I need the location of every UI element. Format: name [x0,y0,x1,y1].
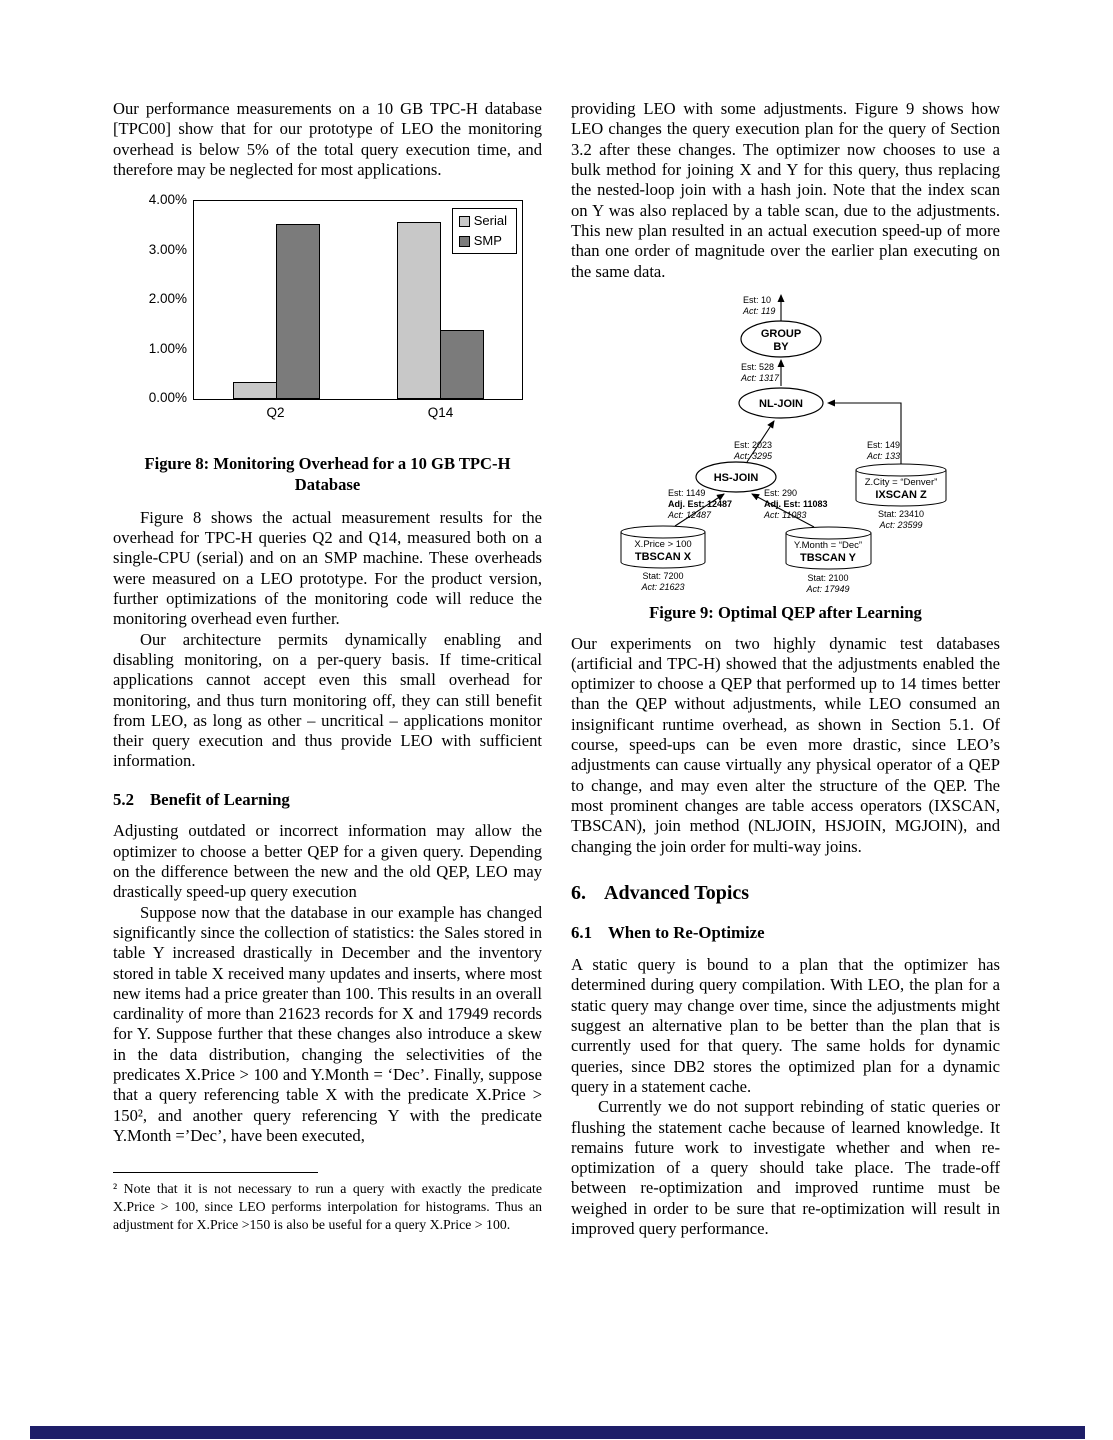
heading-title: Advanced Topics [604,881,750,904]
hsjoin-label: HS-JOIN [713,471,759,484]
act-label: Act: 17949 [806,583,850,594]
paragraph: Our performance measurements on a 10 GB TPC-H database [TPC00] show that for our prototype of LEO the monitoring overhead is below 5% of the total query execution time, and therefore may be neglected for most applications. [113,99,542,179]
heading-number: 5.2 [113,789,134,809]
heading-title: When to Re-Optimize [607,923,765,943]
paragraph: providing LEO with some adjustments. Figure 9 shows how LEO changes the query execution plan for the query of Section 3.2 after these changes. The optimizer now chooses to use a bulk method for joining X and Y for this query, thus replacing the nested-loop join with a hash join. Note that the index scan on Y was also replaced by a table scan, due to the adjustments. This new plan resulted in an actual execution speed-up of more than one order of magnitude over the earlier plan executing on the same data. [571,99,1000,281]
act-label: Act: 21623 [641,581,685,592]
paragraph: Currently we do not support rebinding of static queries or flushing the statement cache because of learned knowledge. It remains future work to investigate whether and when re-optimization of a query should take place. The trade-off between re-optimization and improved runtime must be weighed in order to be sure that re-optimization will result in improved query performance. [571,1097,1000,1239]
edge-label-act: Act: 12487 [668,509,712,520]
x-tick-label-q2: Q2 [266,405,285,421]
edge-label-est: Est: 1149 [668,487,706,498]
act-label: Act: 23599 [879,519,923,530]
edge-label-act: Act: 119 [743,305,776,316]
figure8-y-axis [113,192,187,408]
y-tick-label: 3.00% [148,241,187,257]
stat-label: Stat: 7200 [642,570,684,581]
right-column [571,99,1000,1239]
footnote: ² Note that it is not necessary to run a query with exactly the predicate X.Price > 100, since LEO performs interpolation for histograms. Thus an adjustment for X.Price >150 is also be useful for a query X.Price > 100. [113,1181,542,1232]
edge-label-est: Est: 2023 [734,439,773,450]
stat-label: Stat: 2100 [807,572,849,583]
paragraph: Adjusting outdated or incorrect information may allow the optimizer to choose a better QEP for a given query. Depending on the difference between the new and the old QEP, LEO may drastically speed-up query execution [113,821,542,902]
tbscany-label: TBSCAN Y [799,551,857,564]
edge-label-adj-est: Adj. Est: 12487 [668,498,733,509]
footer-bar [30,1426,1085,1439]
paragraph: Our experiments on two highly dynamic test databases (artificial and TPC-H) showed that the adjustments enabled the optimizer to choose a QEP that performed up to 14 times better than the QEP without adjustments, while LEO consumed an insignificant runtime overhead, as shown in Section 5.1. Of course, speed-ups can be even more drastic, since LEO’s adjustments can cause virtually any physical operator of a QEP to change, and may even alter the structure of the QEP. The most prominent changes are table access operators (IXSCAN, TBSCAN), join method (NLJOIN, HSJOIN, MGJOIN), and changing the join order for multi-way joins. [571,633,1000,856]
tbscanx-predicate: X.Price > 100 [634,538,692,550]
edge-label-act: Act: 11083 [764,509,807,520]
edge-label-est: Est: 149 [867,439,901,450]
edge-label-act: Act: 3295 [734,450,773,461]
tbscany-node [786,527,871,569]
qep-diagram [571,286,1001,601]
bar-serial-q14 [397,222,441,399]
tbscanx-node [621,526,705,568]
bar-group-q2 [194,201,358,399]
figure8-caption: Figure 8: Monitoring Overhead for a 10 GB TPC-H Database [144,454,511,494]
figure9-diagram [571,286,1000,601]
paragraph: Figure 8 shows the actual measurement results for the overhead for TPC-H queries Q2 and Q14, measured both on a single-CPU (serial) and on an SMP machine. These overheads were measured on a LEO prototype. For the product version, further optimizations of the monitoring code will reduce the monitoring overhead even further. [113,507,542,629]
figure8-legend [452,208,517,254]
y-tick-label: 1.00% [148,340,187,356]
paragraph: A static query is bound to a plan that the optimizer has determined during query compilation. With LEO, the plan for a static query may change over time, since the adjustments might suggest an alternative plan to be better than the plan that is currently used for that query. The same holds for dynamic queries, since DB2 stores the optimized plan for a dynamic query in a statement cache. [571,955,1000,1096]
legend-label: Serial [473,213,507,229]
left-column [113,99,542,1233]
bar-serial-q2 [233,382,277,399]
ixscanz-node [856,464,946,506]
ixscanz-label: IXSCAN Z [875,488,927,501]
edge-label-est: Est: 290 [764,487,798,498]
groupby-label: BY [773,340,789,353]
section-6-heading [571,881,1000,906]
tbscany-predicate: Y.Month = “Dec” [793,539,863,551]
y-tick-label: 2.00% [148,291,187,307]
bar-smp-q2 [276,224,320,399]
tbscanx-label: TBSCAN X [634,550,692,563]
legend-item-smp [459,233,507,249]
legend-label: SMP [473,233,502,249]
section-5-2-heading [113,790,542,811]
figure8-chart [113,192,542,444]
bar-smp-q14 [440,330,484,399]
ixscanz-predicate: Z.City = “Denver” [864,476,938,488]
paragraph: Our architecture permits dynamically enabling and disabling monitoring, on a per-query basis. If time-critical applications cannot accept even this small overhead for monitoring, and thus turn monitoring off, they can still benefit from LEO, as long as other – uncritical – applications monitor their query execution and thus provide LEO with sufficient information. [113,629,542,771]
stat-label: Stat: 23410 [877,508,925,519]
edge-label-est: Est: 10 [743,294,772,305]
paragraph: Suppose now that the database in our example has changed significantly since the collection of statistics: the Sales stored in table Y increased drastically in December and the inventory stored in table X received many updates and inserts, where most new items had a price greater than 100. This results in an overall cardinality of more than 21623 records for X and 17949 records for Y. Suppose further that these changes also introduce a skew in the data distribution, changing the selectivities of the predicates X.Price > 100 and Y.Month = ‘Dec’. Finally, suppose that a query referencing table X with the predicate X.Price > 150², and another query referencing Y with the predicate Y.Month =’Dec’, have been executed, [113,902,542,1146]
y-tick-label: 4.00% [148,192,187,208]
edge-label-adj-est: Adj. Est: 11083 [764,498,828,509]
groupby-label: GROUP [760,327,802,340]
section-6-1-heading [571,923,1000,944]
heading-number: 6.1 [571,923,592,943]
edge-label-act: Act: 133 [867,450,901,461]
legend-item-serial [459,213,507,229]
edge-label-act: Act: 1317 [741,372,780,383]
figure8-plot-area [193,200,523,400]
legend-swatch [459,236,470,247]
x-tick-label-q14: Q14 [427,405,454,421]
footnote-separator [113,1172,318,1173]
figure9-caption: Figure 9: Optimal QEP after Learning [649,602,922,622]
edge-label-est: Est: 528 [741,361,775,372]
nljoin-label: NL-JOIN [759,397,803,410]
legend-swatch [459,216,470,227]
y-tick-label: 0.00% [148,390,187,406]
heading-title: Benefit of Learning [149,789,290,809]
heading-number: 6. [571,881,586,904]
